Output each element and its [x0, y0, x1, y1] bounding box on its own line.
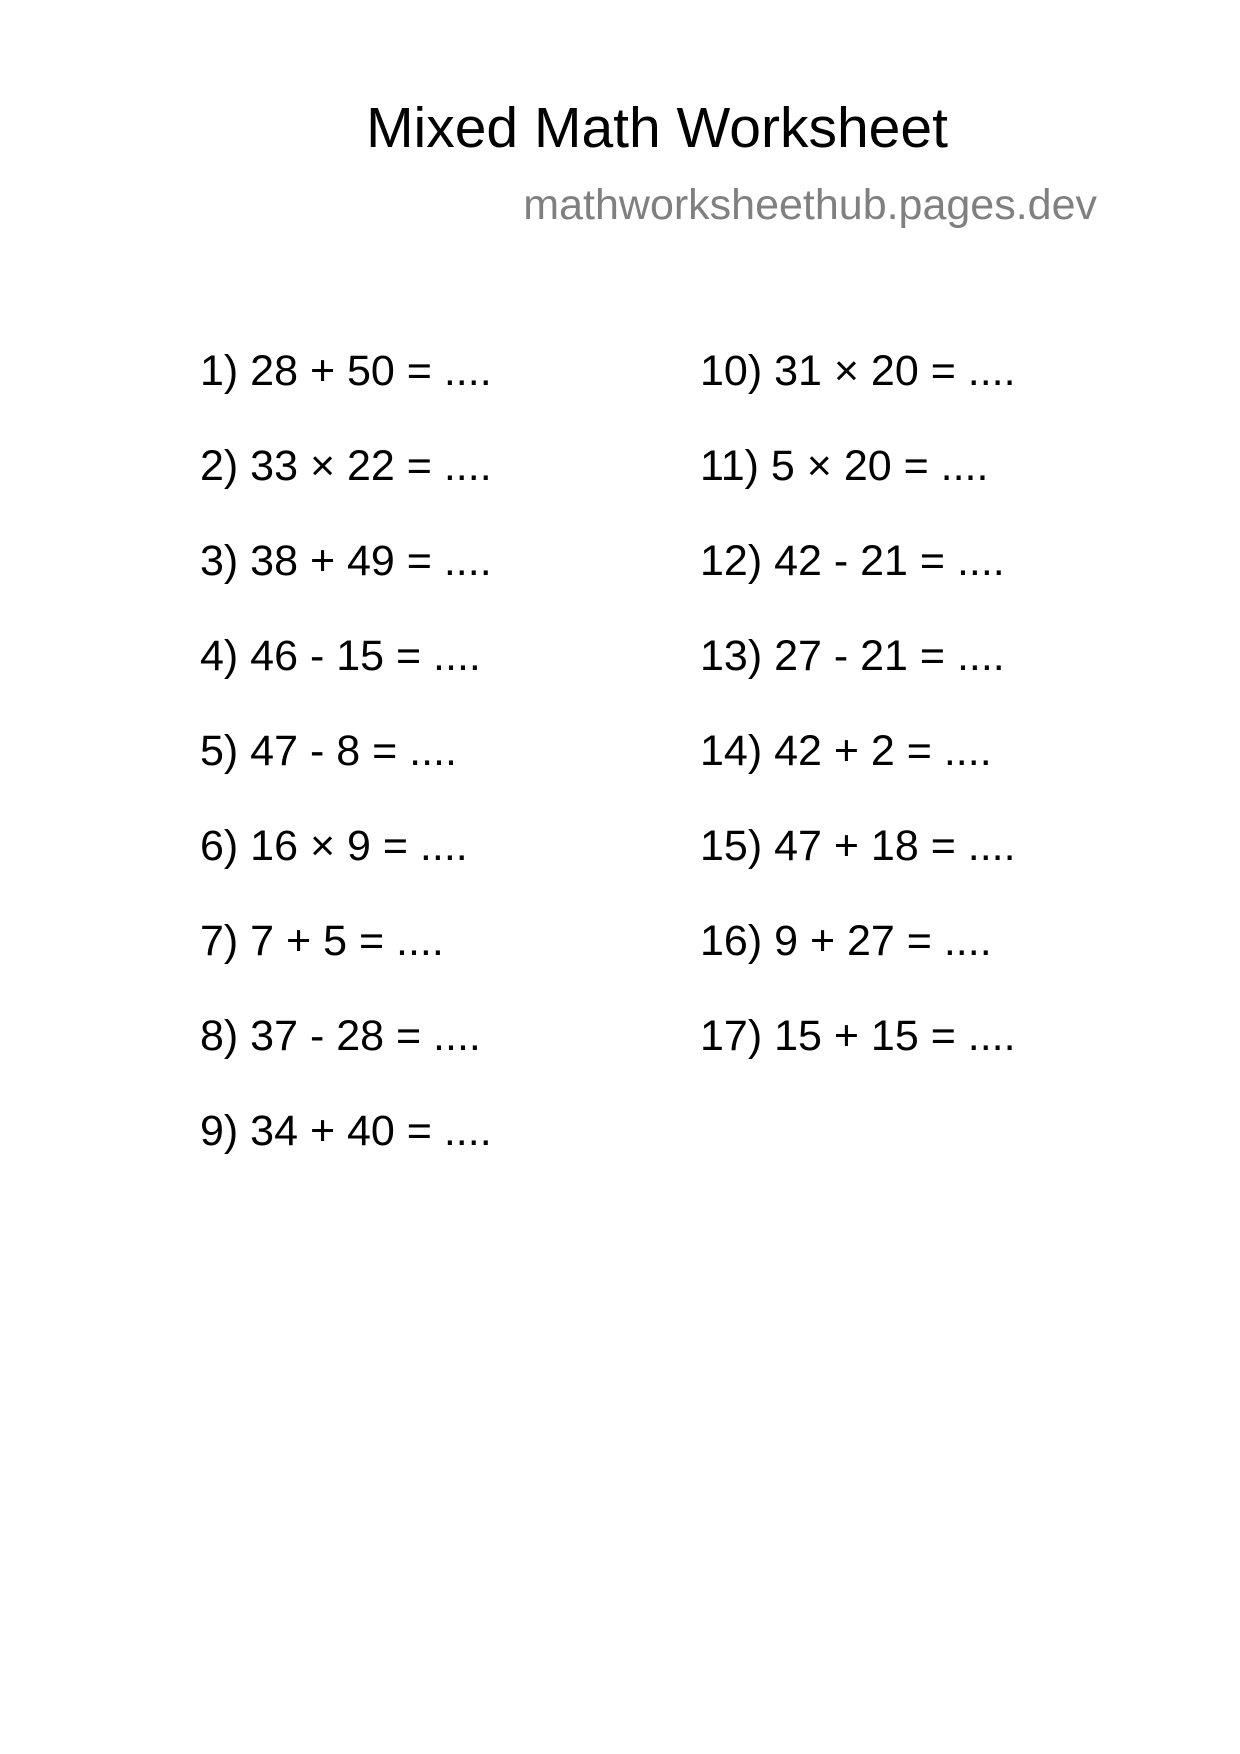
source-website: mathworksheethub.pages.dev — [523, 181, 1097, 229]
problem-13: 13) 27 - 21 = .... — [700, 632, 1005, 680]
problem-2: 2) 33 × 22 = .... — [200, 442, 492, 490]
problem-column-left — [200, 346, 492, 1201]
problem-16: 16) 9 + 27 = .... — [700, 917, 992, 965]
problem-7: 7) 7 + 5 = .... — [200, 917, 444, 965]
problem-6: 6) 16 × 9 = .... — [200, 822, 468, 870]
problem-10: 10) 31 × 20 = .... — [700, 347, 1016, 395]
problem-8: 8) 37 - 28 = .... — [200, 1012, 481, 1060]
problem-15: 15) 47 + 18 = .... — [700, 822, 1016, 870]
problem-3: 3) 38 + 49 = .... — [200, 537, 492, 585]
problem-1: 1) 28 + 50 = .... — [200, 347, 492, 395]
problem-4: 4) 46 - 15 = .... — [200, 632, 481, 680]
problem-5: 5) 47 - 8 = .... — [200, 727, 457, 775]
problem-17: 17) 15 + 15 = .... — [700, 1012, 1016, 1060]
problem-12: 12) 42 - 21 = .... — [700, 537, 1005, 585]
problem-column-right — [700, 346, 1016, 1106]
problem-11: 11) 5 × 20 = .... — [700, 442, 989, 490]
problem-9: 9) 34 + 40 = .... — [200, 1107, 492, 1155]
worksheet-title: Mixed Math Worksheet — [366, 96, 948, 160]
problem-14: 14) 42 + 2 = .... — [700, 727, 992, 775]
